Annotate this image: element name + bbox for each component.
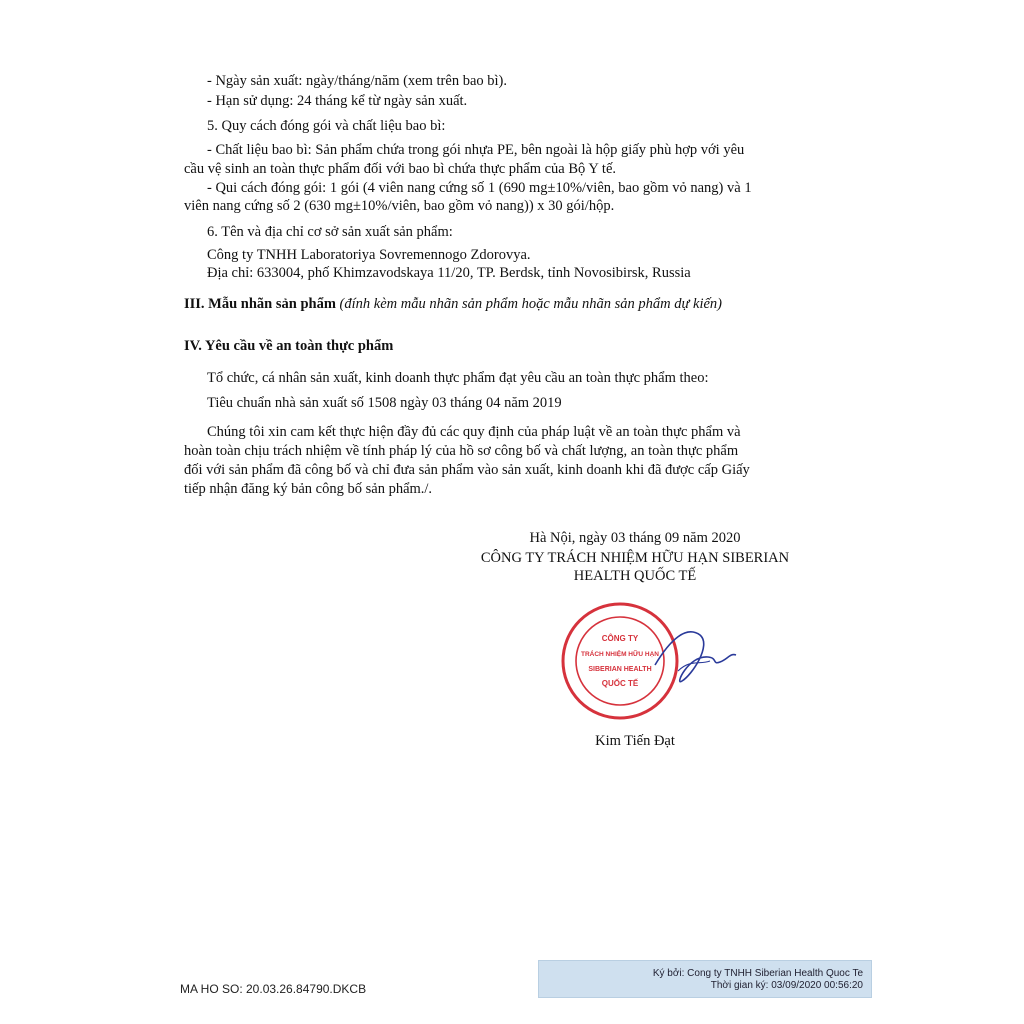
commitment-line-1: Chúng tôi xin cam kết thực hiện đầy đủ các quy định của pháp luật về an toàn thực phẩm và	[207, 424, 741, 440]
material-line-1: - Chất liệu bao bì: Sản phẩm chứa trong gói nhựa PE, bên ngoài là hộp giấy phù hợp với yêu	[207, 142, 745, 158]
manufacturer-name: Công ty TNHH Laboratoriya Sovremennogo Zdorovya.	[207, 247, 531, 263]
signer-name: Kim Tiến Đạt	[595, 733, 675, 749]
manufacturer-address: Địa chỉ: 633004, phố Khimzavodskaya 11/20, TP. Berdsk, tỉnh Novosibirsk, Russia	[207, 265, 691, 281]
company-name-line-1: CÔNG TY TRÁCH NHIỆM HỮU HẠN SIBERIAN	[480, 550, 790, 566]
digital-signature-box	[538, 960, 872, 998]
section-3-title: III. Mẫu nhãn sản phẩm	[184, 296, 336, 312]
section-4-heading: IV. Yêu cầu về an toàn thực phẩm	[184, 338, 394, 354]
packaging-heading: 5. Quy cách đóng gói và chất liệu bao bì:	[207, 118, 446, 134]
signed-time-text: Thời gian ký: 03/09/2020 00:56:20	[710, 980, 863, 991]
file-code: MA HO SO: 20.03.26.84790.DKCB	[180, 982, 367, 996]
commitment-line-2: hoàn toàn chịu trách nhiệm về tính pháp lý của hồ sơ công bố và chất lượng, an toàn thực phẩm	[184, 443, 739, 459]
section-3-heading	[184, 295, 722, 313]
manufacturer-heading: 6. Tên và địa chỉ cơ sở sản xuất sản phẩm:	[207, 224, 453, 240]
svg-text:SIBERIAN HEALTH: SIBERIAN HEALTH	[588, 666, 652, 673]
company-stamp-seal	[560, 595, 790, 730]
commitment-line-3: đối với sản phẩm đã công bố và chỉ đưa sản phẩm vào sản xuất, kinh doanh khi đã được cấp Giấy	[184, 462, 750, 478]
company-stamp-and-signature	[560, 595, 790, 730]
commitment-line-4: tiếp nhận đăng ký bản công bố sản phẩm./.	[184, 481, 433, 497]
svg-text:QUỐC TẾ: QUỐC TẾ	[601, 679, 639, 688]
material-line-2: cầu vệ sinh an toàn thực phẩm đối với bao bì chứa thực phẩm của Bộ Y tế.	[184, 161, 617, 177]
packing-line-1: - Qui cách đóng gói: 1 gói (4 viên nang cứng số 1 (690 mg±10%/viên, bao gồm vỏ nang) và 1	[207, 180, 752, 196]
section-3-note: (đính kèm mẫu nhãn sản phẩm hoặc mẫu nhãn sản phẩm dự kiến)	[339, 296, 722, 312]
svg-text:CÔNG TY: CÔNG TY	[601, 634, 639, 643]
section-4-intro: Tổ chức, cá nhân sản xuất, kinh doanh thực phẩm đạt yêu cầu an toàn thực phẩm theo:	[207, 370, 709, 386]
expiry-line: - Hạn sử dụng: 24 tháng kể từ ngày sản xuất.	[207, 93, 468, 109]
production-date-line: - Ngày sản xuất: ngày/tháng/năm (xem trên bao bì).	[207, 73, 507, 89]
packing-line-2: viên nang cứng số 2 (630 mg±10%/viên, bao gồm vỏ nang)) x 30 gói/hộp.	[184, 198, 615, 214]
company-name-line-2: HEALTH QUỐC TẾ	[573, 568, 697, 584]
standard-line: Tiêu chuẩn nhà sản xuất số 1508 ngày 03 tháng 04 năm 2019	[207, 395, 562, 411]
svg-text:TRÁCH NHIỆM HỮU HẠN: TRÁCH NHIỆM HỮU HẠN	[581, 651, 659, 658]
place-date: Hà Nội, ngày 03 tháng 09 năm 2020	[529, 530, 741, 546]
signed-by-text: Ký bởi: Cong ty TNHH Siberian Health Quoc Te	[652, 968, 863, 979]
